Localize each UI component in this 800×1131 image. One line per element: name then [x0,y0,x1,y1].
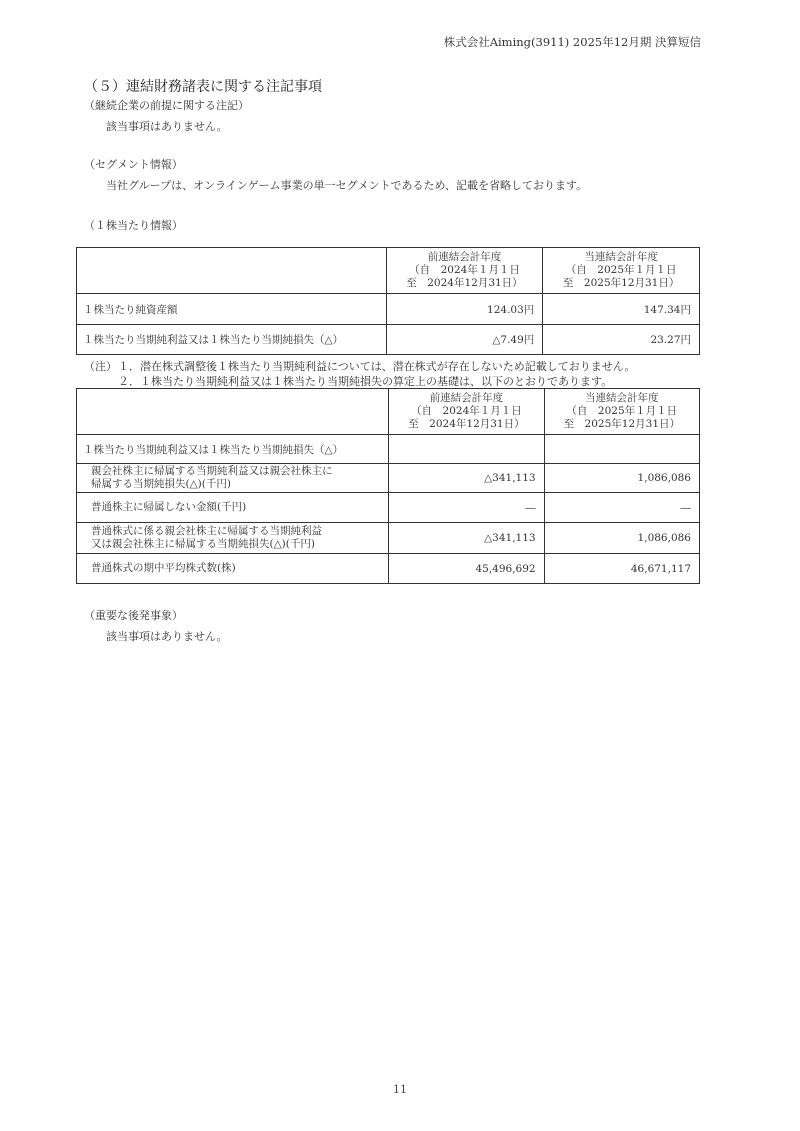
row-curr-value [544,435,699,464]
segment-text: 当社グループは、オンラインゲーム事業の単一セグメントであるため、記載を省略しております。 [106,179,588,192]
header-blank-cell [77,248,387,294]
row-curr-value: ― [544,493,699,523]
eps-basis-table [76,388,700,584]
row-label: １株当たり当期純利益又は１株当たり当期純損失（△） [77,325,387,355]
row-curr-value: 147.34円 [543,294,700,325]
curr-year-to: 至 2025年12月31日） [562,277,680,289]
row-prev-value: 124.03円 [386,294,543,325]
curr-year-to: 至 2025年12月31日） [563,418,681,430]
prev-year-to: 至 2024年12月31日） [408,418,525,430]
header-curr-year [543,248,700,294]
header-curr-year [544,389,699,435]
per-share-table [76,247,700,355]
curr-year-from: （自 2025年１月１日 [565,264,677,276]
table-row [77,464,700,493]
row-prev-value [389,435,544,464]
row-curr-value: 1,086,086 [544,464,699,493]
page-number: 11 [393,1083,407,1096]
table-row [77,554,700,584]
subsequent-events-text: 該当事項はありません。 [106,630,228,643]
prev-year-title: 前連結会計年度 [429,392,504,404]
note-1: １．潜在株式調整後１株当たり当期純利益については、潜在株式が存在しないため記載しておりません。 [118,360,636,373]
curr-year-from: （自 2025年１月１日 [566,405,678,417]
segment-heading: （セグメント情報） [84,158,183,171]
table-row [77,294,700,325]
header-blank-cell [77,389,389,435]
row-prev-value: △341,113 [389,523,544,554]
table-header-row [77,389,700,435]
table-row [77,523,700,554]
table-header-row [77,248,700,294]
row-curr-value: 23.27円 [543,325,700,355]
row-label: １株当たり純資産額 [77,294,387,325]
curr-year-title: 当連結会計年度 [585,392,659,404]
document-header: 株式会社Aiming(3911) 2025年12月期 決算短信 [443,35,701,49]
per-share-heading: （１株当たり情報） [84,219,183,232]
section-title: （５）連結財務諸表に関する注記事項 [84,79,322,95]
going-concern-heading: （継続企業の前提に関する注記） [84,99,249,112]
subsequent-events-heading: （重要な後発事象） [84,609,183,622]
row-curr-value: 1,086,086 [544,523,699,554]
note-prefix: （注） [84,360,117,373]
header-prev-year [389,389,544,435]
row-label-line2: 又は親会社株主に帰属する当期純損失(△)(千円) [91,538,315,550]
prev-year-from: （自 2024年１月１日 [411,405,522,417]
row-prev-value: ― [389,493,544,523]
table-row [77,493,700,523]
row-label: １株当たり当期純利益又は１株当たり当期純損失（△） [77,435,389,464]
header-prev-year [386,248,543,294]
row-label [77,464,389,493]
row-label [77,523,389,554]
row-prev-value: △341,113 [389,464,544,493]
row-label-line1: 親会社株主に帰属する当期純利益又は親会社株主に [91,465,333,477]
note-2: ２．１株当たり当期純利益又は１株当たり当期純損失の算定上の基礎は、以下のとおりであります。 [118,375,613,388]
row-label-line2: 帰属する当期純損失(△)(千円) [91,478,231,490]
row-label: 普通株主に帰属しない金額(千円) [77,493,389,523]
table-row [77,325,700,355]
row-prev-value: 45,496,692 [389,554,544,584]
row-curr-value: 46,671,117 [544,554,699,584]
prev-year-to: 至 2024年12月31日） [406,277,523,289]
going-concern-text: 該当事項はありません。 [106,120,228,133]
row-prev-value: △7.49円 [386,325,543,355]
curr-year-title: 当連結会計年度 [584,251,658,263]
prev-year-title: 前連結会計年度 [427,251,502,263]
table-row [77,435,700,464]
row-label: 普通株式の期中平均株式数(株) [77,554,389,584]
row-label-line1: 普通株式に係る親会社株主に帰属する当期純利益 [91,525,322,537]
prev-year-from: （自 2024年１月１日 [409,264,520,276]
